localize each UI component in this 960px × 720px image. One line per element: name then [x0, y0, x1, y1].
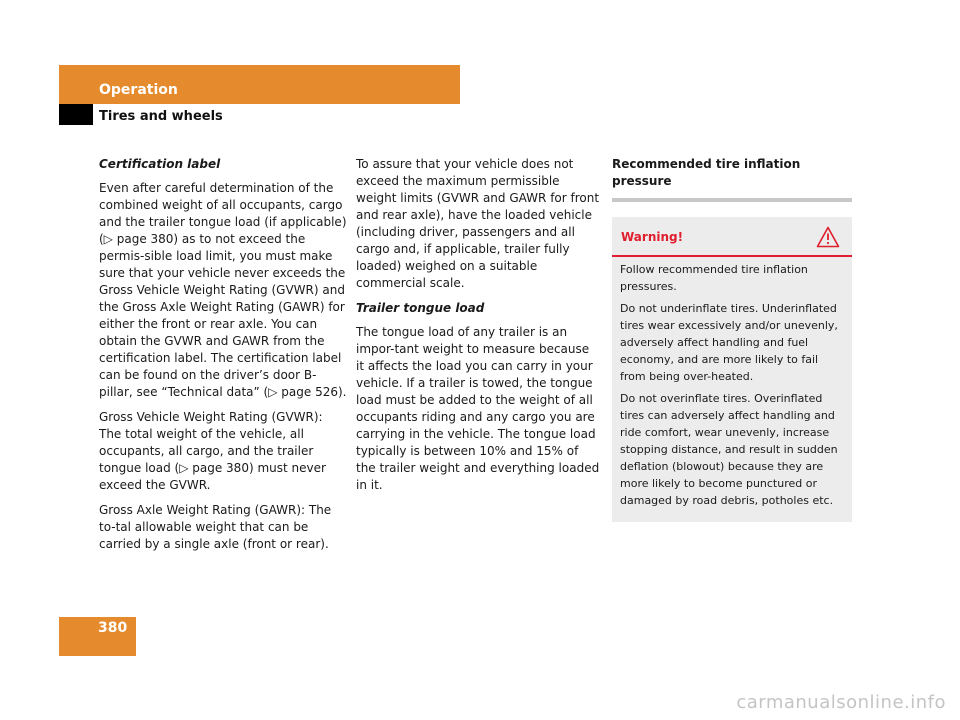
page-number: 380 [98, 620, 128, 636]
warning-title: Warning! [621, 230, 684, 244]
warning-box [612, 217, 852, 522]
warning-paragraph: Do not overinflate tires. Overinflated tires can adversely affect handling and ride comfort, wear unevenly, increase stopping distance, and result in sudden deflation (blowout) because they are more likely to become punctured or damaged by road debris, potholes etc. [620, 392, 838, 507]
certification-paragraph: Even after careful determination of the combined weight of all occupants, cargo and the trailer tongue load (if applicable) (▷ page 380) as to not exceed the permis-sible load limit, you must make sure that your vehicle never exceeds the Gross Vehicle Weight Rating (GVWR) and the Gross Axle Weight Rating (GAWR) for either the front or rear axle. You can obtain the GVWR and GAWR from the certification label. The certification label can be found on the driver’s door B-pillar, see “Technical data” (▷ page 526). [99, 181, 347, 399]
watermark: carmanualsonline.info [736, 692, 946, 713]
column-certification [99, 156, 347, 561]
warning-body [612, 257, 852, 509]
tongue-load-paragraph: The tongue load of any trailer is an impor-tant weight to measure because it affects the load you can carry in your vehicle. If a trailer is towed, the tongue load must be added to the weight of all occupants riding and any cargo you are carrying in the vehicle. The tongue load typically is between 10% and 15% of the trailer weight and everything loaded in it. [356, 325, 600, 492]
column-tongue-load [356, 156, 600, 502]
inflation-heading: Recommended tire inflation pressure [612, 157, 801, 188]
tongue-load-heading: Trailer tongue load [356, 301, 485, 315]
section-title: Operation [99, 82, 178, 98]
warning-paragraph: Do not underinflate tires. Underinflated tires wear excessively and/or unevenly, adversely affect handling and fuel economy, and are more likely to fail from being over-heated. [620, 302, 838, 383]
subsection-title: Tires and wheels [99, 109, 223, 124]
column-inflation-pressure [612, 156, 852, 522]
warning-triangle-icon [816, 226, 840, 248]
weighing-paragraph: To assure that your vehicle does not exceed the maximum permissible weight limits (GVWR and GAWR for front and rear axle), have the loaded vehicle (including driver, passengers and all cargo and, if applicable, trailer fully loaded) weighed on a suitable commercial scale. [356, 157, 600, 290]
warning-paragraph: Follow recommended tire inflation pressures. [620, 263, 808, 293]
header-tab-marker [59, 104, 93, 125]
certification-heading: Certification label [99, 157, 221, 171]
warning-header [612, 217, 852, 257]
heading-rule [612, 198, 852, 202]
gawr-paragraph: Gross Axle Weight Rating (GAWR): The to-tal allowable weight that can be carried by a single axle (front or rear). [99, 503, 332, 551]
gvwr-paragraph: Gross Vehicle Weight Rating (GVWR): The total weight of the vehicle, all occupants, all cargo, and the trailer tongue load (▷ page 380) must never exceed the GVWR. [99, 410, 326, 492]
